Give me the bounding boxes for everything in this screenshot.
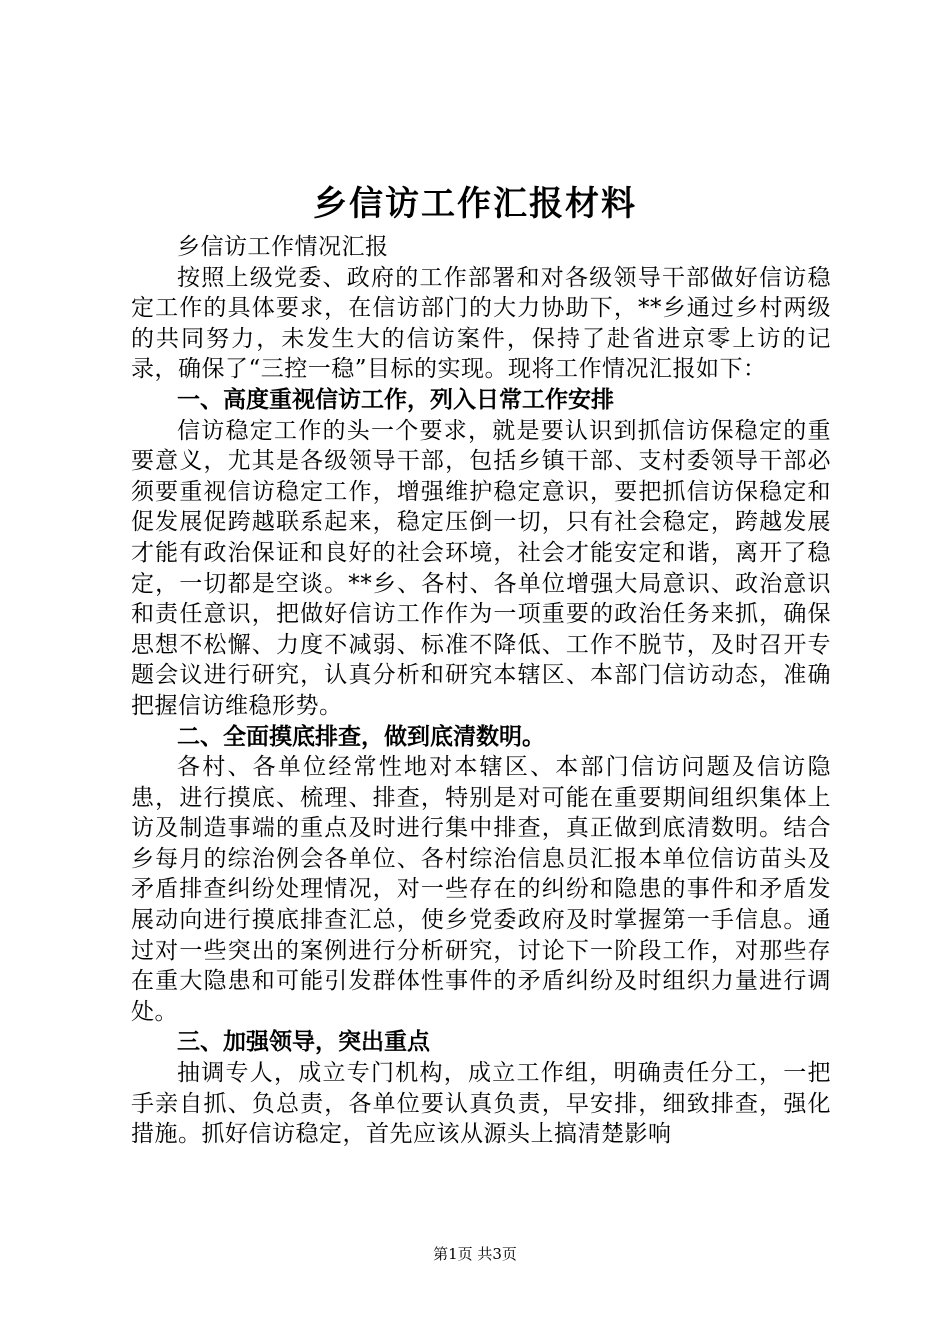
- section-paragraph-1: 信访稳定工作的头一个要求，就是要认识到抓信访保稳定的重要意义，尤其是各级领导干部，包括乡镇干部、支村委领导干部必须要重视信访稳定工作，增强维护稳定意识，要把抓信访保稳定和促发展促跨越联系起来，稳定压倒一切，只有社会稳定，跨越发展才能有政治保证和良好的社会环境，社会才能安定和谐，离开了稳定，一切都是空谈。**乡、各村、各单位增强大局意识、政治意识和责任意识，把做好信访工作作为一项重要的政治任务来抓，确保思想不松懈、力度不减弱、标准不降低、工作不脱节，及时召开专题会议进行研究，认真分析和研究本辖区、本部门信访动态，准确把握信访维稳形势。: [131, 417, 831, 719]
- document-body: [131, 232, 831, 1150]
- page-number-footer: 第1页 共3页: [433, 1245, 517, 1263]
- section-heading-2: 二、全面摸底排查，做到底清数明。: [177, 723, 545, 750]
- section-paragraph-3: 抽调专人，成立专门机构，成立工作组，明确责任分工，一把手亲自抓、负总责，各单位要认真负责，早安排，细致排查，强化措施。抓好信访稳定，首先应该从源头上搞清楚影响: [131, 1060, 831, 1148]
- document-title: 乡信访工作汇报材料: [313, 184, 637, 224]
- intro-paragraph: 按照上级党委、政府的工作部署和对各级领导干部做好信访稳定工作的具体要求，在信访部门的大力协助下，**乡通过乡村两级的共同努力，未发生大的信访案件，保持了赴省进京零上访的记录，确保了“三控一稳”目标的实现。现将工作情况汇报如下：: [131, 264, 831, 383]
- section-paragraph-2: 各村、各单位经常性地对本辖区、本部门信访问题及信访隐患，进行摸底、梳理、排查，特别是对可能在重要期间组织集体上访及制造事端的重点及时进行集中排查，真正做到底清数明。结合乡每月的综治例会各单位、各村综治信息员汇报本单位信访苗头及矛盾排查纠纷处理情况，对一些存在的纠纷和隐患的事件和矛盾发展动向进行摸底排查汇总，使乡党委政府及时掌握第一手信息。通过对一些突出的案例进行分析研究，讨论下一阶段工作，对那些存在重大隐患和可能引发群体性事件的矛盾纠纷及时组织力量进行调处。: [131, 754, 831, 1025]
- section-heading-3: 三、加强领导，突出重点: [177, 1029, 430, 1056]
- section-heading-1: 一、高度重视信访工作，列入日常工作安排: [177, 386, 614, 413]
- document-subtitle: 乡信访工作情况汇报: [177, 234, 389, 260]
